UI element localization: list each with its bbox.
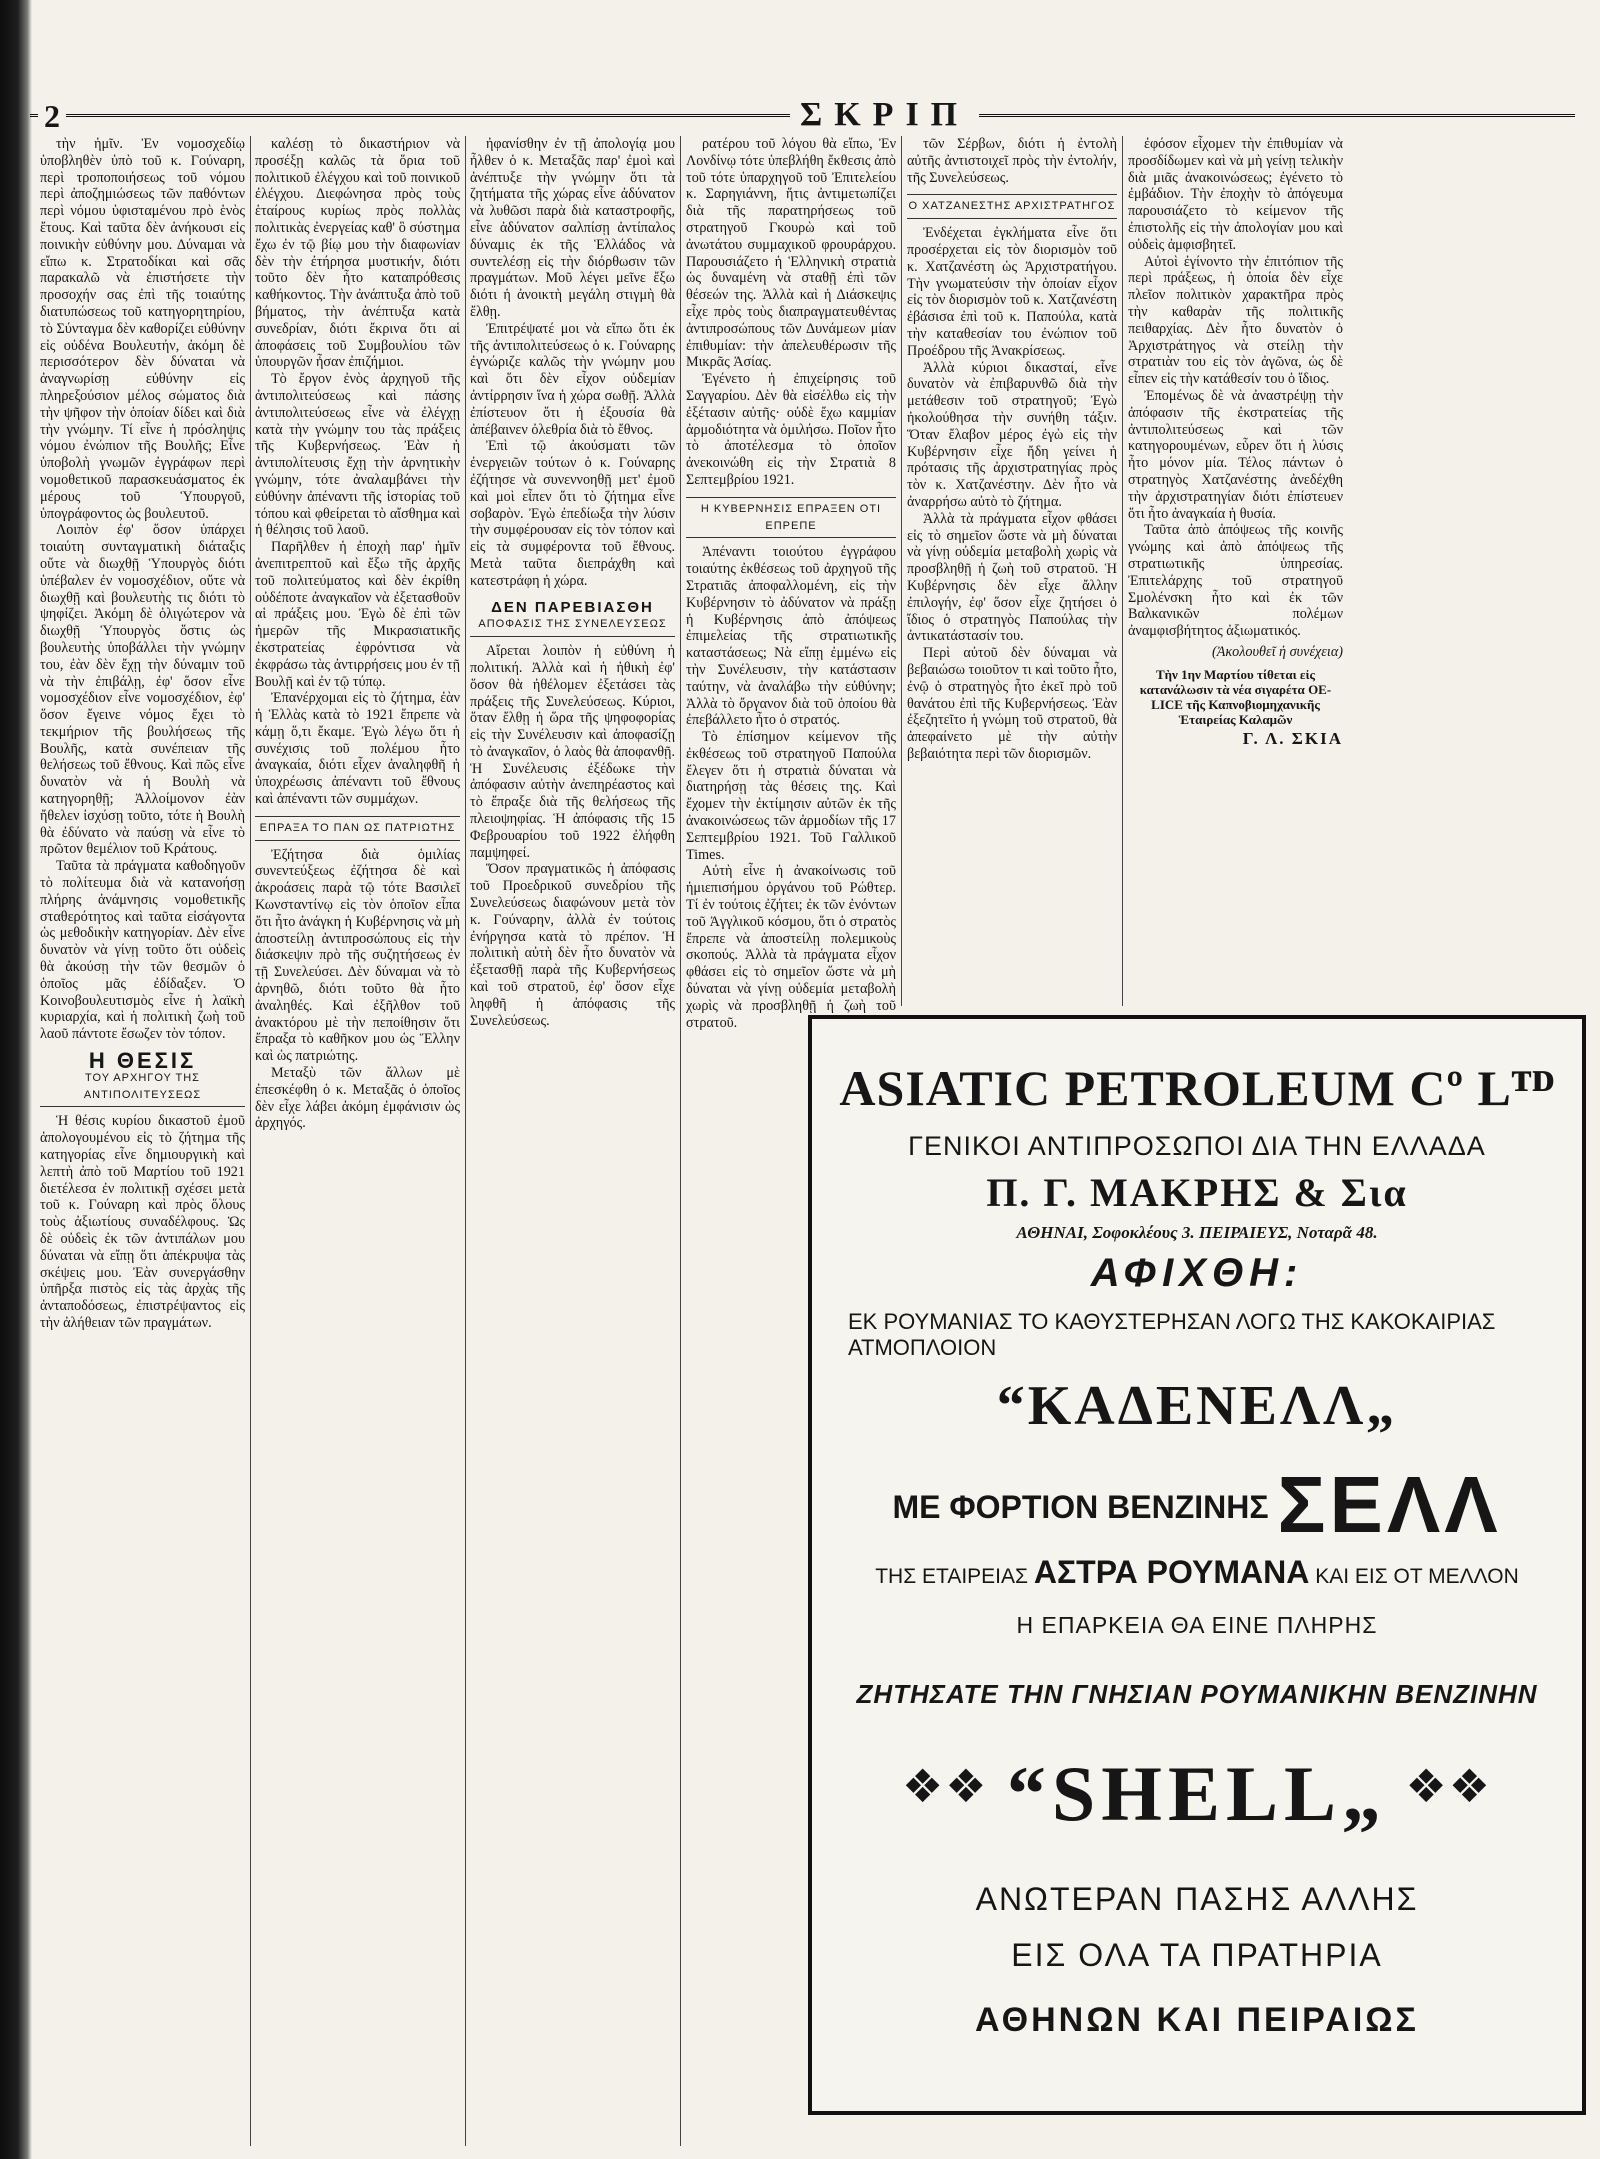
heading-subtitle: ΤΟΥ ΑΡΧΗΓΟΥ ΤΗΣ ΑΝΤΙΠΟΛΙΤΕΥΣΕΩΣ [40, 1070, 245, 1108]
continued-note: (Ἀκολουθεῖ ἡ συνέχεια) [1211, 643, 1343, 660]
article-paragraph: Ἐνδέχεται ἐγκλήματα εἶνε ὅτι προσέρχεται εἰς τὸν διορισμὸν τοῦ κ. Χατζανέστη ὡς Ἀρχιστρατήγου. Τὴν γνωματεύσιν τὴν ὁποίαν εἶχον εἰς τὸν διορισμὸν τοῦ κ. Χατζανέστη ἐβάσισα ἐπὶ τοῦ κ. Παπούλα, κατὰ τὴν καταθεσίαν του ἐνώπιον τοῦ Προέδρου τῆς Ἀνακρίσεως. [907, 225, 1117, 359]
article-paragraph: Ταῦτα ἀπὸ ἀπόψεως τῆς κοινῆς γνώμης καὶ ἀπὸ ἀπόψεως τῆς στρατιωτικῆς ὑπηρεσίας. Ἐπιτελάρχης τοῦ στρατηγοῦ Σμολένσκη ἦτο καὶ ἐκ τῶν Βαλκανικῶν πολέμων ἀναμφισβήτητος ἀξιωματικός. [1128, 522, 1343, 640]
article-paragraph: Ἐπανέρχομαι εἰς τὸ ζήτημα, ἐὰν ἡ Ἑλλὰς κατὰ τὸ 1921 ἔπρεπε νὰ κάμῃ ὅ,τι ἔκαμε. Ἐγὼ λέγω ὅτι ἡ συνέχισις τοῦ πολέμου ἦτο ἀναγκαία, διότι εἶχεν ἀναληφθῆ ἡ ὑποχρέωσις ἀπέναντι τοῦ ἔθνους καὶ ἀπέναντι τῶν συμμάχων. [255, 690, 460, 808]
article-paragraph: Παρῆλθεν ἡ ἐποχὴ παρ' ἡμῖν ἀνεπιτρεπτοῦ καὶ ἔξω τῆς ἀρχῆς τοῦ πολιτεύματος καὶ δὲν ἐκρίθη οὐδέποτε ἀναγκαῖον νὰ ἐξετασθοῦν αἱ πράξεις μου. Ἐγὼ δὲ ἐπὶ τῶν ἡμερῶν τῆς Μικρασιατικῆς ἐκστρατείας ἐφρόντισα νὰ ἐκφράσω τὰς ἀντιρρήσεις μου ἐν τῇ Βουλῇ καὶ ἐν τῷ τύπῳ. [255, 539, 460, 690]
column-1 [40, 136, 245, 2146]
ad-representatives: ΓΕΝΙΚΟΙ ΑΝΤΙΠΡΟΣΩΠΟΙ ΔΙΑ ΤΗΝ ΕΛΛΑΔΑ [908, 1131, 1486, 1161]
heading-title: ΔΕΝ ΠΑΡΕΒΙΑΣΘΗ [491, 598, 654, 616]
article-paragraph: Ἀπέναντι τοιούτου ἐγγράφου τοιαύτης ἐκθέσεως τοῦ ἀρχηγοῦ τῆς Στρατιᾶς ἀποφαλλομένη, εἰς τὴν Κυβέρνησιν τὸ ἀδύνατον νὰ πράξῃ ἡ Κυβέρνησις ἀπὸ ἀπόψεως ἐπιμελείας τῆς στρατιωτικῆς καταστάσεως; Νὰ εἴπῃ ἐμμένω εἰς τὴν Συνέλευσιν, τὴν κατάστασιν ταύτην, νὰ ἀναλάβω τὴν εὐθύνην; Ἀλλὰ τὸ ὄργανον διὰ τοῦ ὁποίου θὰ ἐπεβάλλετο ἦτο ὁ στρατός. [686, 544, 896, 729]
article-paragraph: Τὸ ἐπίσημον κείμενον τῆς ἐκθέσεως τοῦ στρατηγοῦ Παπούλα ἔλεγεν ὅτι ἡ στρατιὰ δύναται νὰ διατηρήσῃ τὰς θέσεις της. Καὶ ἔχομεν τὴν ἐκτίμησιν αὐτῶν ἐκ τῆς ἀνακοινώσεως τῶν ἀρμοδίων τῆς 17 Σεπτεμβρίου 1921. Τοῦ Γαλλικοῦ Times. [686, 729, 896, 863]
heading-title: Η ΘΕΣΙΣ [88, 1048, 197, 1074]
ad-arrival: ΑΦΙΧΘΗ: [1090, 1251, 1304, 1295]
ad-cargo [812, 1459, 1582, 1551]
article-paragraph: ρατέρου τοῦ λόγου θὰ εἴπω, Ἐν Λονδίνῳ τότε ὑπεβλήθη ἔκθεσις ἀπὸ τοῦ τότε ὑπαρχηγοῦ τοῦ Ἐπιτελείου κ. Σαρηγιάννη, ἥτις ἀντιμετωπίζει διὰ τῆς παρατηρήσεως τοῦ στρατηγοῦ Γκουρὼ καὶ τοῦ ἀνωτάτου συμμαχικοῦ φρουράρχου. Παρουσιάζετο ἡ Ἑλληνικὴ στρατιὰ ὡς δυναμένη νὰ σταθῇ ἐπὶ τῶν θέσεών της. Ἀλλὰ καὶ ἡ Διάσκεψις εἶχε πρὸς τοὺς διαπραγματευθέντας ἀντιπροσώπους τῶν Δυνάμεων μίαν ἐπιθυμίαν: τὴν ἀπελευθέρωσιν τῆς Μικρᾶς Ἀσίας. [686, 136, 896, 371]
ad-company-post: ΚΑΙ ΕΙΣ ΟΤ ΜΕΛΛΟΝ [1315, 1565, 1519, 1588]
ad-cities: ΑΘΗΝΩΝ ΚΑΙ ΠΕΙΡΑΙΩΣ [975, 2001, 1419, 2039]
cigarette-notice: Τὴν 1ην Μαρτίου τίθεται εἰς κατανάλωσιν τὰ νέα σιγαρέτα ΟΕ-LICE τῆς Καπνοβιομηχανικῆς Ἑταιρείας Καλαμῶν [1139, 666, 1332, 727]
column-4 [686, 136, 896, 1031]
ad-ask: ΖΗΤΗΣΑΤΕ ΤΗΝ ΓΝΗΣΙΑΝ ΡΟΥΜΑΝΙΚΗΝ ΒΕΝΖΙΝΗΝ [856, 1679, 1538, 1709]
column-rule [465, 136, 466, 2146]
article-paragraph: Ἐζήτησα διὰ ὁμιλίας συνεντεύξεως ἐζήτησα δὲ καὶ ἀκροάσεις παρὰ τῷ τότε Βασιλεῖ Κωνσταντίνῳ εἰς τὸν ὁποῖον εἶπα ὅτι ἦτο ἀνάγκη ἡ Κυβέρνησις νὰ μὴ ἀποστείλῃ ἀντιπροσώπους εἰς τὴν διάσκεψιν πρὸ τῆς συζητήσεως ἐν τῇ Συνελεύσει. Δὲν δύναμαι νὰ τὸ ἀρνηθῶ, διότι τοῦτο θὰ ἦτο ἀναληθές. Καὶ ἐξῆλθον τοῦ ἀνακτόρου μὲ τὴν πεποίθησιν ὅτι ἔπραξα τὸ καθῆκον μου ὡς Ἕλλην καὶ ὡς πατριώτης. [255, 846, 460, 1065]
article-paragraph: Τὸ ἔργον ἐνὸς ἀρχηγοῦ τῆς ἀντιπολιτεύσεως καὶ πάσης ἀντιπολιτεύσεως εἶνε νὰ ἐλέγχῃ κατὰ τὴν γνώμην του τὰς πράξεις τῆς Κυβερνήσεως. Ἐὰν ἡ ἀντιπολίτευσις ἔχῃ τὴν ἀρνητικὴν γνώμην, τότε ἀναλαμβάνει τὴν εὐθύνην ἀπέναντι τῆς ἱστορίας τοῦ τόπου καὶ φθείρεται τὸ αἴσθημα καὶ ἡ θέλησις τοῦ λαοῦ. [255, 371, 460, 539]
section-heading [40, 1048, 245, 1107]
article-paragraph: Ἀλλὰ κύριοι δικασταί, εἶνε δυνατὸν νὰ ἐπιβαρυνθῶ διὰ τὴν μετάθεσιν τοῦ στρατηγοῦ; Ἐγὼ ἠκολούθησα τὴν συνήθη τάξιν. Ὅταν ἔλαβον μέρος ἐγὼ εἰς τὴν Κυβέρνησιν εἶχε ἤδη γείνει ἡ πρότασις τῆς ἀρχιστρατηγίας πρὸς τὸν κ. Χατζανέστην. Δὲν ἦτο νὰ ἀναρρήσω αὐτὸ τὸ ζήτημα. [907, 359, 1117, 510]
ornament-icon: ❖❖ [1405, 1760, 1492, 1812]
masthead [30, 96, 1575, 134]
page-number: 2 [38, 98, 66, 135]
section-heading: Η ΚΥΒΕΡΝΗΣΙΣ ΕΠΡΑΞΕΝ ΟΤΙ ΕΠΡΕΠΕ [686, 497, 896, 539]
column-rule [680, 136, 681, 2146]
ad-brand: “SHELL„ [1006, 1750, 1388, 1837]
ad-cargo-brand: ΣΕΛΛ [1277, 1460, 1502, 1549]
article-paragraph: Ἡ θέσις κυρίου δικαστοῦ ἐμοῦ ἀπολογουμένου εἰς τὸ ζήτημα τῆς κατηγορίας εἶνε δημιουργικὴ καὶ λεπτὴ ἀπὸ τοῦ Μαρτίου τοῦ 1921 διετέλεσα ἐν πολιτικῇ σχέσει μετὰ τοῦ κ. Γούναρη καὶ πρὸς ὅλους τοὺς ἀξιωτίους συναδέλφους. Ὡς δὲ οὐδεὶς ἐκ τῶν ἀντιπάλων μου δύναται νὰ εἴπῃ ὅτι ἀπέκρυψα τὰς σκέψεις μου. Ἐὰν συνεργάσθην ὑπῆρξα πιστὸς εἰς τὰς ἀρχὰς τῆς ἀνταποδόσεως, ἐπιστρέψαντος εἰς τὴν ἀλήθειαν τῶν πραγμάτων. [40, 1113, 245, 1331]
petroleum-advertisement [808, 1015, 1586, 2115]
ad-cargo-text: ΜΕ ΦΟΡΤΙΟΝ ΒΕΝΖΙΝΗΣ [892, 1489, 1269, 1525]
ad-company-name: ΑΣΤΡΑ ΡΟΥΜΑΝΑ [1033, 1554, 1310, 1590]
article-paragraph: Ταῦτα τὰ πράγματα καθοδηγοῦν τὸ πολίτευμα διὰ νὰ κατανοήσῃ πλήρης ἀνάμνησις νομοθετικῆς σταθερότητος καὶ ταῦτα εἰσάγοντα ὡς μεθοδικὴν κατηγορίαν. Δὲν εἶνε δυνατὸν νὰ γίνῃ τοῦτο ὅτι οὐδεὶς θὰ ἀκούσῃ τὴν τῶν θεσμῶν ὁ ὁποῖος μᾶς ἐδίδαξεν. Ὁ Κοινοβουλευτισμὸς εἶνε ἡ λαϊκὴ κυριαρχία, καὶ ἡ πολιτικὴ ζωὴ τοῦ λαοῦ πάντοτε ἔσωζεν τὸν τόπον. [40, 858, 245, 1043]
article-paragraph: Αὐτοὶ ἐγίνοντο τὴν ἐπιτόπιον τῆς περὶ πράξεως, ἡ ὁποία δὲν εἶχε πλεῖον πολιτικὸν χαρακτῆρα πρὸς τὴν καθαρὰν τῆς πολιτικῆς πειθαρχίας. Δὲν ἦτο δυνατὸν ὁ Ἀρχιστράτηγος νὰ στείλῃ τὴν στρατιὰν του εἰς τὸν ἀγῶνα, ὡς δὲ εἶπεν εἰς τὴν κατάθεσίν του ὁ ἴδιος. [1128, 253, 1343, 388]
ad-brand-row [812, 1749, 1582, 1859]
article-paragraph: Ὅσον πραγματικῶς ἡ ἀπόφασις τοῦ Προεδρικοῦ συνεδρίου τῆς Συνελεύσεως διαφώνουν μετὰ τὸν κ. Γούναρην, ἀλλὰ ἐν τούτοις ἐνήργησα κατὰ τὸ πρέπον. Ἡ πολιτικὴ αὐτὴ δὲν ἦτο δυνατὸν νὰ ἐξετασθῇ παρὰ τῆς Κυβερνήσεως καὶ τοῦ στρατοῦ, ἐφ' ὅσον εἶχε ληφθῆ ἡ ἀπόφασις τῆς Συνελεύσεως. [470, 861, 675, 1029]
ad-agent: Π. Γ. ΜΑΚΡΗΣ & Σια [986, 1170, 1408, 1215]
section-heading [470, 600, 675, 638]
section-heading: ΕΠΡΑΞΑ ΤΟ ΠΑΝ ΩΣ ΠΑΤΡΙΩΤΗΣ [255, 816, 460, 841]
article-paragraph: τὴν ἡμῖν. Ἐν νομοσχεδίῳ ὑποβληθὲν ὑπὸ τοῦ κ. Γούναρη, περὶ τροποποιήσεως τοῦ νόμου περὶ ἀποζημιώσεως τῶν παθόντων περὶ νόμου ὑφισταμένου πρὸ ἑνὸς ἔτους. Καὶ ταῦτα δὲν ἀνήκουσι εἰς ποινικὴν εὐθύνην μου. Δύναμαι νὰ εἴπω κ. Στρατοδίκαι καὶ σᾶς παρακαλῶ νὰ ἐπιστήσετε τὴν προσοχήν σας ἐπὶ τῆς τοιαύτης διατυπώσεως τοῦ κατηγορητηρίου, τὸ Σύνταγμα δὲν καθορίζει εὐθύνην εἰς οὐδένα Βουλευτήν, ἀκόμη δὲ περισσότερον δὲν δύναται νὰ ἀναγνωρίσῃ εὐθύνην εἰς πληρεξούσιον μέλος σώματος διὰ τὴν ψῆφον τὴν ὁποίαν δίδει καὶ διὰ τὴν γνώμην. Τί εἶνε ἡ πρόσληψις νόμου ἐνώπιον τῆς Βουλῆς; Εἶνε ὑποβολὴ γνωμῶν ἐγγράφων περὶ νομοθετικοῦ παρασκευάσματος ἐκ μέρους τοῦ Ὑπουργοῦ, ὑπογράφοντος ὡς βουλευτοῦ. [40, 136, 245, 522]
column-2 [255, 136, 460, 2146]
ad-superior: ΑΝΩΤΕΡΑΝ ΠΑΣΗΣ ΑΛΛΗΣ [975, 1881, 1419, 1917]
binding-edge [0, 0, 32, 2159]
article-paragraph: Ἐπὶ τῷ ἀκούσματι τῶν ἐνεργειῶν τούτων ὁ κ. Γούναρης ἐζήτησε νὰ συνεννοηθῇ μετ' ἐμοῦ καὶ μοὶ εἶπεν ὅτι τὸ ζήτημα εἶνε σοβαρὸν. Ἐγὼ ἐπεδίωξα τὴν λύσιν τὴν συμφέρουσαν εἰς τὸν τόπον καὶ εἰς τὰ συμφέροντα τοῦ ἔθνους. Μετὰ ταῦτα διεπράχθη καὶ κατεστράφη ἡ χώρα. [470, 438, 675, 589]
article-paragraph: Ἐγένετο ἡ ἐπιχείρησις τοῦ Σαγγαρίου. Δὲν θὰ εἰσέλθω εἰς τὴν ἐξέτασιν αὐτῆς· οὐδὲ ἔχω καμμίαν ἀρμοδιότητα νὰ ὁμιλήσω. Ποῖον ἦτο τὸ ἀποτέλεσμα τὸ ὁποῖον ἀνεκοινώθη εἰς τὴν Στρατιὰ 8 Σεπτεμβρίου 1921. [686, 371, 896, 488]
article-paragraph: Λοιπὸν ἐφ' ὅσον ὑπάρχει τοιαύτη συνταγματικὴ διάταξις οὔτε νὰ διωχθῇ Ὑπουργὸς διότι ὑπέβαλεν ἐν νομοσχέδιον, οὔτε νὰ διωχθῇ καὶ βουλευτὴς τις διότι τὸ ψηφίζει. Ἀκόμη δὲ ὀλιγώτερον νὰ διωχθῇ Ὑπουργὸς ὅστις ὡς βουλευτὴς ὑποβάλλει τὴν γνώμην του, ἐὰν δὲν ἔχῃ τὴν δύναμιν τοῦ νὰ τὴν ἐπιβάλῃ, ἐφ' ὅσον εἶνε νομοσχέδιον εἶνε νομοσχέδιον, ἐφ' ὅσον ἔγεινε νόμος ἔχει τὸ τεκμήριον τῆς βουλήσεως τῆς Βουλῆς, κατὰ συνέπειαν τῆς θελήσεως τοῦ ἔθνους. Καὶ πῶς εἶνε δυνατὸν νὰ ἡ Βουλὴ νὰ κατηγορηθῇ; Ἀλλοίμονον ἐὰν ἤθελεν ἰσχύσῃ τοῦτο, τότε ἡ Βουλὴ θὰ ἐδύνατο νὰ παύσῃ νὰ εἶνε τὸ πρῶτον θεμέλιον τοῦ Κράτους. [40, 522, 245, 858]
ad-address: ΑΘΗΝΑΙ, Σοφοκλέους 3. ΠΕΙΡΑΙΕΥΣ, Νοταρᾶ 48. [1016, 1223, 1378, 1242]
article-paragraph: Αὐτὴ εἶνε ἡ ἀνακοίνωσις τοῦ ἡμιεπισήμου ὀργάνου τοῦ Ρώθτερ. Τί ἐν τούτοις ἐζήτει; ἐκ τῶν ἐνόντων τοῦ Ἀγγλικοῦ κόσμου, ὅτι ὁ στρατὸς ἔπρεπε νὰ ἀποστείλῃ πολεμικοὺς σκοπούς. Ἀλλὰ τὰ πράγματα εἶχον φθάσει εἰς τὸ σημεῖον ὥστε νὰ μὴ δύναται νὰ γίνῃ οὐδεμία μεταβολὴ χωρὶς νὰ προσβληθῇ ἡ ζωὴ τοῦ στρατοῦ. [686, 863, 896, 1031]
ad-ship-name: “ΚΑΔΕΝΕΛΛ„ [996, 1375, 1398, 1437]
article-paragraph: ἐφόσον εἶχομεν τὴν ἐπιθυμίαν νὰ προσδίδωμεν καὶ νὰ μὴ γείνῃ τελικὴν διὰ μιᾶς ἀνακοινώσεως; ἐγένετο τὸ ἐμβάδιον. Τὴν ἐποχὴν τὸ ἀπόγευμα παρουσιάζετο τὸ κείμενον τῆς ἐπιστολῆς εἰς τὴν ἀπολογίαν μου καὶ οὐδεὶς ἀμφισβητεῖ. [1128, 136, 1343, 253]
article-paragraph: Ἐπομένως δὲ νὰ ἀναστρέψῃ τὴν ἀπόφασιν τῆς ἐκστρατείας τῆς ἀντιπολιτεύσεως καὶ τῶν κατηγορουμένων, εὗρεν ὅτι ἡ λύσις ἦτο μόνον μία. Τέλος πάντων ὁ στρατηγὸς Χατζανέστης ἀνεδέχθη τὴν ἀρχιστρατηγίαν διότι ἐπίστευεν ὅτι ἦτο ἀναγκαία ἡ θυσία. [1128, 387, 1343, 522]
ad-company: ASIATIC PETROLEUM Cº Lᵀᴰ [839, 1060, 1555, 1116]
ad-company-pre: ΤΗΣ ΕΤΑΙΡΕΙΑΣ [875, 1565, 1028, 1588]
column-6-text [1128, 136, 1343, 1006]
column-5 [907, 136, 1117, 1006]
signature: Γ. Λ. ΣΚΙΑ [1242, 728, 1343, 748]
section-heading: Ο ΧΑΤΖΑΝΕΣΤΗΣ ΑΡΧΙΣΤΡΑΤΗΓΟΣ [907, 194, 1117, 219]
article-paragraph: Ἀλλὰ τὰ πράγματα εἶχον φθάσει εἰς τὸ σημεῖον ὥστε νὰ μὴ δύναται νὰ γίνῃ οὐδεμία μεταβολὴ χωρὶς νὰ προσβληθῇ ἡ ζωὴ τοῦ στρατοῦ. Ἡ Κυβέρνησις δὲν εἶχε ἄλλην ἐπιλογήν, ἐφ' ὅσον εἶχε ζητήσει ὁ ἴδιος ὁ στρατηγὸς Παπούλας τὴν ἀντικατάστασίν του. [907, 510, 1117, 645]
article-paragraph: ἠφανίσθην ἐν τῇ ἀπολογίᾳ μου ἦλθεν ὁ κ. Μεταξᾶς παρ' ἐμοὶ καὶ ἀνέπτυξε τὴν γνώμην ὅτι τὰ ζητήματα τῆς χώρας εἶνε ἀδύνατον νὰ λυθῶσι παρὰ διὰ καταστροφῆς, εἶνε ἀδύνατον σαλπίσῃ ἀντίπαλος δύναμις ἐκ τῆς Ἑλλάδος νὰ συντελέσῃ εἰς τὴν διόρθωσιν τῶν πραγμάτων. Μοῦ λέγει μεῖνε ἔξω διότι ἡ ἀνοικτὴ μεγάλη στιγμὴ θὰ ἔλθῃ. [470, 136, 675, 320]
ad-supply: Η ΕΠΑΡΚΕΙΑ ΘΑ ΕΙΝΕ ΠΛΗΡΗΣ [1016, 1612, 1378, 1638]
column-rule [901, 136, 902, 1006]
ornament-icon: ❖❖ [901, 1760, 989, 1812]
ad-company-line [812, 1554, 1582, 1591]
ad-delay-text: ΕΚ ΡΟΥΜΑΝΙΑΣ ΤΟ ΚΑΘΥΣΤΕΡΗΣΑΝ ΛΟΓΩ ΤΗΣ ΚΑΚΟΚΑΙΡΙΑΣ ΑΤΜΟΠΛΟΙΟΝ [848, 1309, 1496, 1360]
heading-subtitle: ΑΠΟΦΑΣΙΣ ΤΗΣ ΣΥΝΕΛΕΥΣΕΩΣ [470, 616, 675, 637]
article-paragraph: Ἐπιτρέψατέ μοι νὰ εἴπω ὅτι ἐκ τῆς ἀντιπολιτεύσεως ὁ κ. Γούναρης ἐγνώριζε καλῶς τὴν γνώμην μου καὶ ὅτι δὲν εἶχον οὐδεμίαν ἀντίρρησιν ἵνα ἡ χώρα σωθῇ. Ἀλλὰ ἐπίστευον ὅτι ἡ ἐξουσία θὰ ἀπέβαινεν ὀλεθρία διὰ τὸ ἔθνος. [470, 320, 675, 438]
article-paragraph: Περὶ αὐτοῦ δὲν δύναμαι νὰ βεβαιώσω τοιοῦτον τι καὶ τοῦτο ἦτο, ἐνῷ ὁ στρατηγὸς ἦτο ἐκεῖ πρὸ τοῦ θανάτου ἐπὶ τῆς Κυβερνήσεως. Ἐὰν ἐξεζητεῖτο ἡ γνώμη τοῦ στρατοῦ, θὰ ἀπεφαίνετο μὲ τὴν αὐτὴν βεβαιότητα περὶ τῶν διορισμῶν. [907, 645, 1117, 762]
column-rule [1122, 136, 1123, 1006]
article-paragraph: καλέσῃ τὸ δικαστήριον νὰ προσέξῃ καλῶς τὰ ὅρια τοῦ πολιτικοῦ ἐλέγχου καὶ τοῦ ποινικοῦ ἐλέγχου. Διεφώνησα πρὸς τοὺς ἑταίρους κυρίως πρὸς πολλὰς πολιτικὰς ἐνεργείας καθ' ὃ σύστημα ἔχω ἐν τῷ βίῳ μου τὴν διαφωνίαν δὲν τὴν ἐτήρησα μυστικήν, διότι τοῦτο δὲν ἦτο καταπρόθεσις καθήκοντος. Τὴν ἀνάπτυξα ἀπὸ τοῦ βήματος, τὴν ἀνέπτυξα κατὰ συνεδρίαν, διότι ἔκρινα ὅτι αἱ ἀποφάσεις τοῦ Συμβουλίου τῶν ὑπουργῶν ἦσαν ἐπιζήμιοι. [255, 136, 460, 371]
column-6 [1128, 136, 1573, 1006]
column-3 [470, 136, 675, 2146]
article-paragraph: Μεταξὺ τῶν ἄλλων μὲ ἐπεσκέφθη ὁ κ. Μεταξᾶς ὁ ὁποῖος δὲν εἶχε λάβει ἀκόμη ἐμφάνισιν ὡς ἀρχηγός. [255, 1065, 460, 1132]
article-paragraph: Αἴρεται λοιπὸν ἡ εὐθύνη ἡ πολιτική. Ἀλλὰ καὶ ἡ ἠθικὴ ἐφ' ὅσον θὰ ἠθέλομεν ἐξετάσει τὰς πράξεις τῆς Συνελεύσεως. Κύριοι, ὅταν ἔλθῃ ἡ ὥρα τῆς ψηφοφορίας εἰς τὴν Συνέλευσιν καὶ ἀποφασίζῃ τὸ ἀναγκαῖον, ὁ λαὸς θὰ ἀποφανθῇ. Ἡ Συνέλευσις ἐξέδωκε τὴν ἀπόφασιν αὐτὴν ἀνεπηρέαστος καὶ τὸ ἔπραξε διὰ τῆς θελήσεως τῆς πλειοψηφίας. Ἡ ἀπόφασις τῆς 15 Φεβρουαρίου τοῦ 1922 ἐλήφθη παμψηφεί. [470, 643, 675, 861]
paper-name: ΣΚΡΙΠ [790, 96, 979, 134]
article-paragraph: τῶν Σέρβων, διότι ἡ ἐντολὴ αὐτῆς ἀντιστοιχεῖ πρὸς τὴν ἐντολήν, τῆς Συνελεύσεως. [907, 136, 1117, 186]
ad-stations: ΕΙΣ ΟΛΑ ΤΑ ΠΡΑΤΗΡΙΑ [1011, 1937, 1383, 1973]
column-rule [250, 136, 251, 2146]
